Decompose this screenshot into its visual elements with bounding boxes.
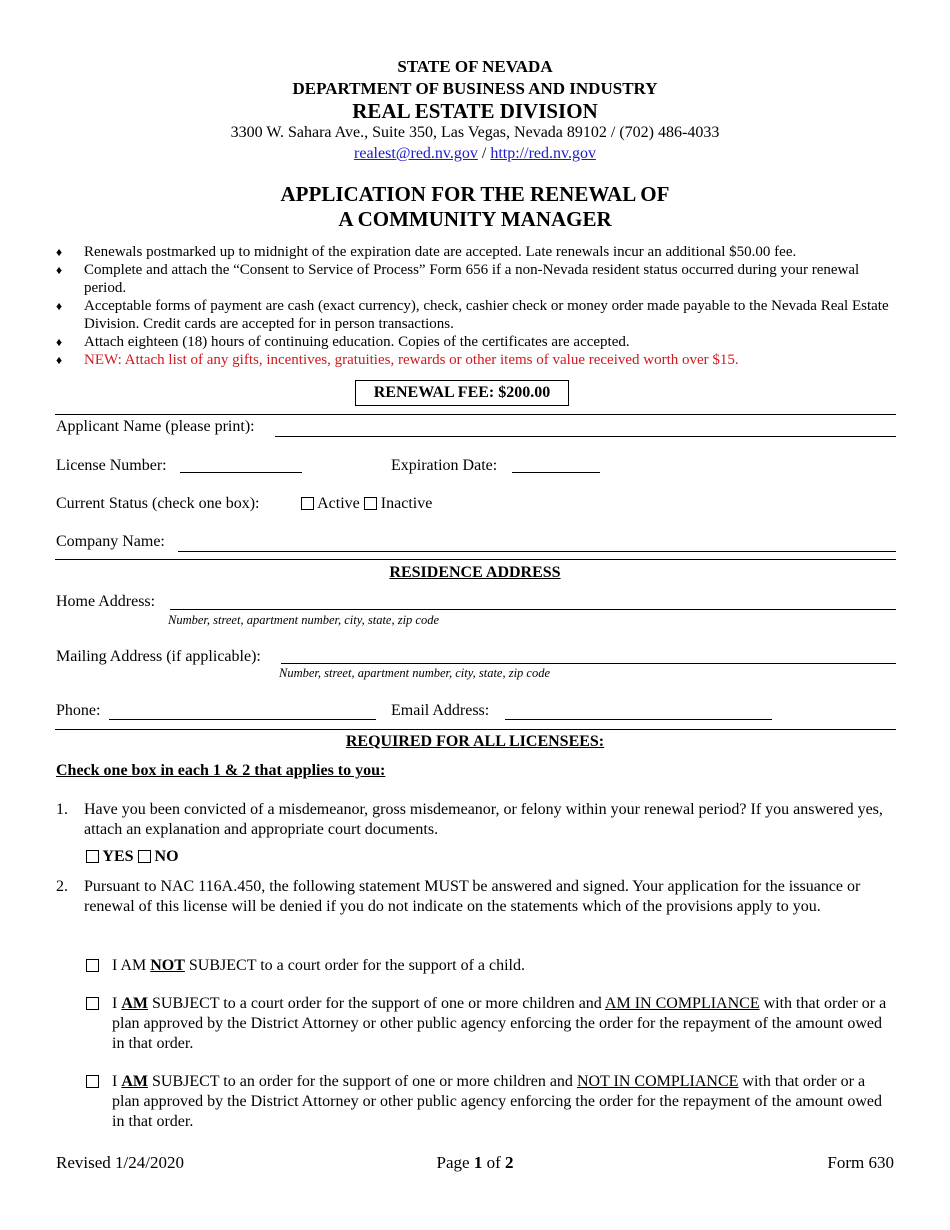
subject-in-compliance-statement: I AM SUBJECT to a court order for the support of one or more children and AM IN COMPLIANCE with that order or a plan approved by the District Attorney or other public agency enforcing the order for the repayment of the amount owed in that order. <box>112 995 887 1052</box>
no-checkbox[interactable] <box>138 850 151 863</box>
expiration-date-field[interactable] <box>512 472 600 473</box>
mailing-address-hint: Number, street, apartment number, city, state, zip code <box>279 666 551 680</box>
subject-not-in-compliance-checkbox[interactable] <box>86 1075 99 1088</box>
status-options <box>301 495 432 513</box>
active-label: Active <box>317 495 360 512</box>
required-heading: REQUIRED FOR ALL LICENSEES: <box>345 733 605 750</box>
question-1-number: 1. <box>56 801 68 818</box>
diamond-bullet-icon: ♦ <box>56 245 63 259</box>
form-title <box>0 182 950 232</box>
link-separator: / <box>481 145 487 162</box>
page-number: Page 1 of 2 <box>436 1153 514 1172</box>
list-item: ♦ Acceptable forms of payment are cash (exact currency), check, cashier check or money order made payable to the Nevada Real Estate Division. Credit cards are accepted for in person transactions. <box>56 298 889 332</box>
check-instruction: Check one box in each 1 & 2 that applies to you: <box>56 762 386 779</box>
applicant-name-label: Applicant Name (please print): <box>56 418 255 435</box>
website-link[interactable]: http://red.nv.gov <box>490 145 596 162</box>
question-2-number: 2. <box>56 878 68 895</box>
email-link[interactable]: realest@red.nv.gov <box>354 145 478 162</box>
form-title-line2: A COMMUNITY MANAGER <box>338 207 612 231</box>
company-name-label: Company Name: <box>56 533 165 550</box>
division-address: 3300 W. Sahara Ave., Suite 350, Las Vegas, Nevada 89102 / (702) 486-4033 <box>230 124 720 141</box>
yes-label: YES <box>102 848 134 865</box>
division-title: REAL ESTATE DIVISION <box>352 99 598 123</box>
question-1-options <box>86 848 179 866</box>
question-2-text: Pursuant to NAC 116A.450, the following statement MUST be answered and signed. Your application for the issuance or renewal of this license will be denied if you do not indicate on the statements which of the provisions apply to you. <box>84 878 861 915</box>
diamond-bullet-icon: ♦ <box>56 353 63 367</box>
mailing-address-field[interactable] <box>281 663 896 664</box>
mailing-address-label: Mailing Address (if applicable): <box>56 648 261 665</box>
phone-label: Phone: <box>56 702 101 719</box>
yes-checkbox[interactable] <box>86 850 99 863</box>
state-title: STATE OF NEVADA <box>397 57 553 76</box>
diamond-bullet-icon: ♦ <box>56 335 63 349</box>
inactive-checkbox[interactable] <box>364 497 377 510</box>
home-address-hint: Number, street, apartment number, city, state, zip code <box>168 613 440 627</box>
current-status-label: Current Status (check one box): <box>56 495 260 512</box>
phone-field[interactable] <box>109 719 376 720</box>
expiration-date-label: Expiration Date: <box>391 457 498 474</box>
subject-in-compliance-checkbox[interactable] <box>86 997 99 1010</box>
instructions-list <box>56 243 896 369</box>
residence-address-heading: RESIDENCE ADDRESS <box>389 564 561 581</box>
diamond-bullet-icon: ♦ <box>56 263 63 277</box>
company-name-field[interactable] <box>178 551 896 552</box>
renewal-fee-box: RENEWAL FEE: $200.00 <box>355 380 569 406</box>
divider <box>55 414 896 415</box>
subject-not-in-compliance-statement: I AM SUBJECT to an order for the support of one or more children and NOT IN COMPLIANCE with that order or a plan approved by the District Attorney or other public agency enforcing the order for the repayment of the amount owed in that order. <box>112 1073 882 1130</box>
active-checkbox[interactable] <box>301 497 314 510</box>
not-subject-statement: I AM NOT SUBJECT to a court order for the support of a child. <box>112 957 525 974</box>
department-title: DEPARTMENT OF BUSINESS AND INDUSTRY <box>292 79 658 98</box>
list-item-new: ♦ NEW: Attach list of any gifts, incentives, gratuities, rewards or other items of value received worth over $15. <box>56 352 739 368</box>
home-address-field[interactable] <box>170 609 896 610</box>
list-item: ♦ Complete and attach the “Consent to Service of Process” Form 656 if a non-Nevada resident status occurred during your renewal period. <box>56 262 860 296</box>
list-item: ♦ Renewals postmarked up to midnight of the expiration date are accepted. Late renewals incur an additional $50.00 fee. <box>56 244 797 260</box>
not-subject-checkbox[interactable] <box>86 959 99 972</box>
diamond-bullet-icon: ♦ <box>56 299 63 313</box>
revised-date: Revised 1/24/2020 <box>56 1153 184 1172</box>
inactive-label: Inactive <box>380 495 433 512</box>
contact-links <box>0 145 950 163</box>
no-label: NO <box>154 848 179 865</box>
form-number: Form 630 <box>827 1153 894 1172</box>
applicant-name-field[interactable] <box>275 436 896 437</box>
license-number-field[interactable] <box>180 472 302 473</box>
license-number-label: License Number: <box>56 457 167 474</box>
email-address-field[interactable] <box>505 719 772 720</box>
divider <box>55 559 896 560</box>
divider <box>55 729 896 730</box>
home-address-label: Home Address: <box>56 593 156 610</box>
question-1-text: Have you been convicted of a misdemeanor, gross misdemeanor, or felony within your renewal period? If you answered yes, attach an explanation and appropriate court documents. <box>84 801 883 838</box>
form-title-line1: APPLICATION FOR THE RENEWAL OF <box>280 182 670 206</box>
list-item: ♦ Attach eighteen (18) hours of continuing education. Copies of the certificates are accepted. <box>56 334 630 350</box>
email-address-label: Email Address: <box>391 702 490 719</box>
